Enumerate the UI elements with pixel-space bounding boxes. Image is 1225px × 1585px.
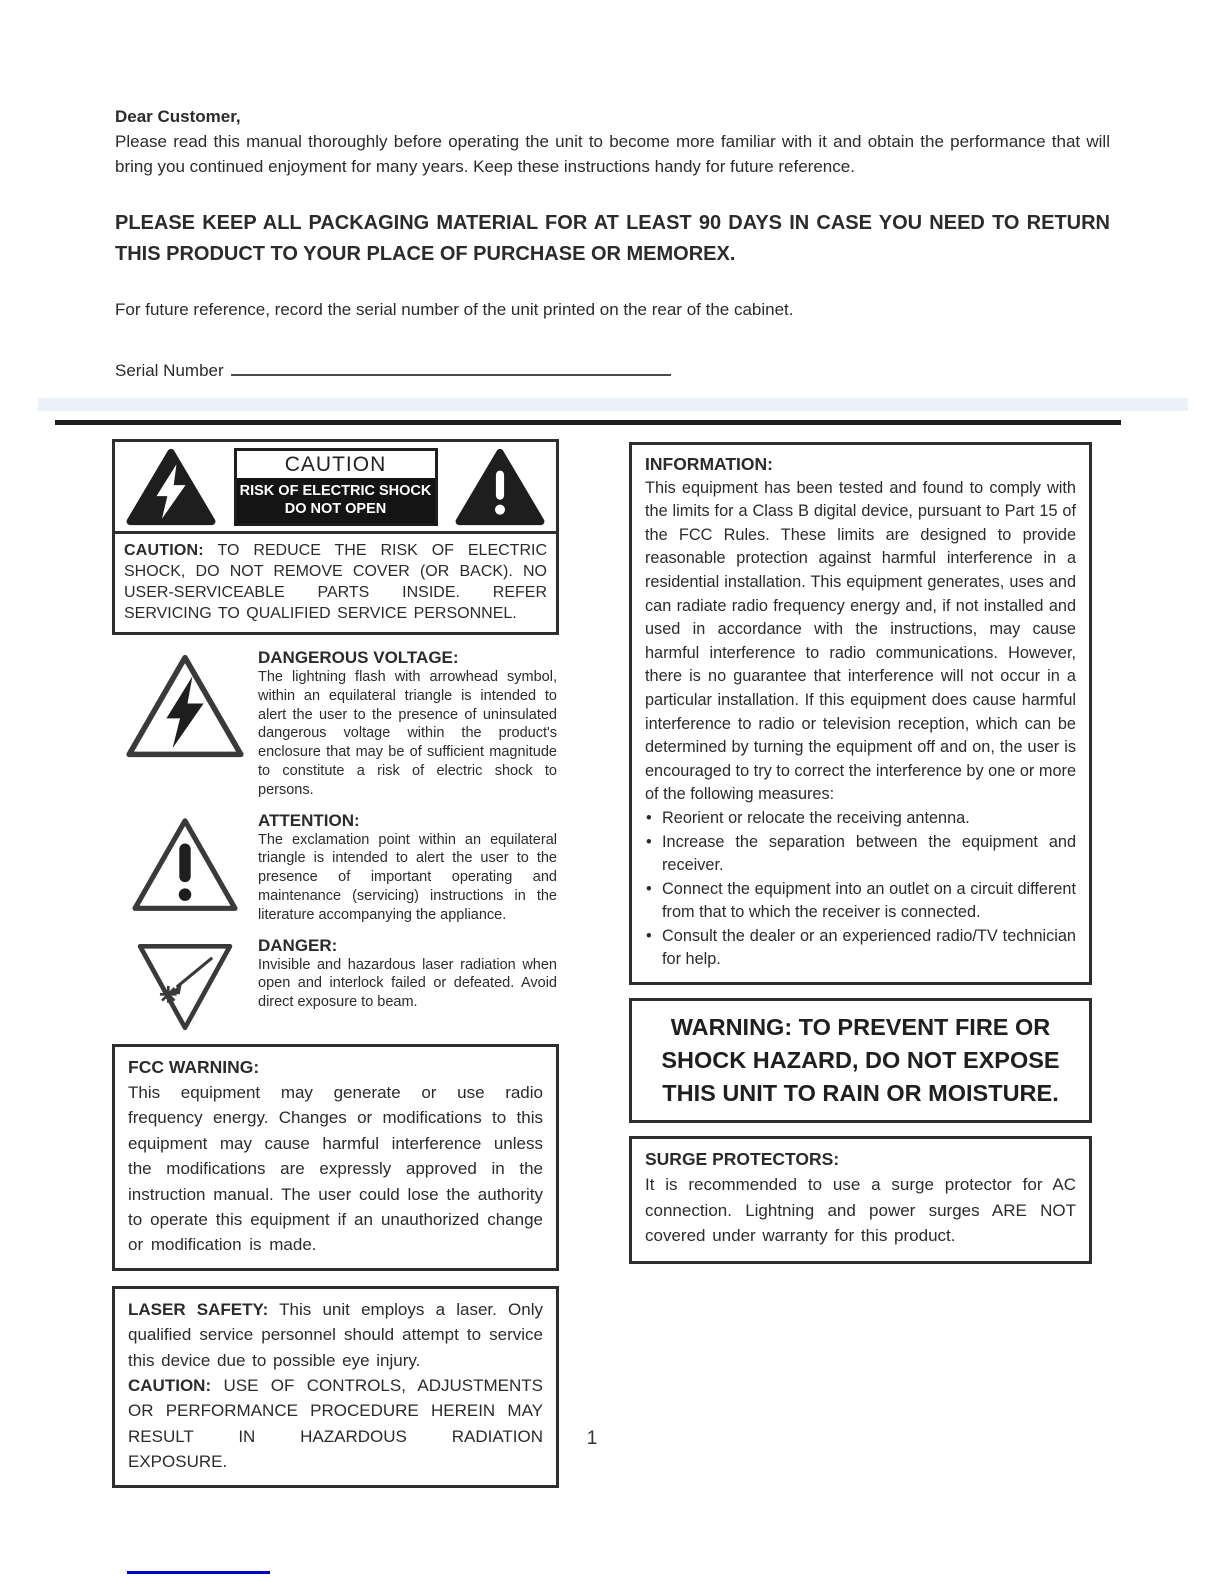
- information-heading: INFORMATION:: [645, 454, 773, 474]
- notice-heading: DANGER:: [258, 935, 338, 955]
- lightning-bolt-filled-triangle-icon: [124, 448, 218, 526]
- info-bullet-outlet: • Connect the equipment into an outlet on a circuit different from that to which the receiver is connected.: [645, 878, 1076, 925]
- info-bullet-dealer: • Consult the dealer or an experienced radio/TV technician for help.: [645, 925, 1076, 972]
- notice-body: The exclamation point within an equilateral triangle is intended to alert the user to the presence of important operating and maintenance (servicing) instructions in the literature accompanying the appliance.: [258, 831, 557, 923]
- risk-label-line2: DO NOT OPEN: [284, 501, 387, 517]
- intro-section: [115, 104, 1110, 383]
- surge-protectors-box: [629, 1136, 1092, 1264]
- surge-heading: SURGE PROTECTORS:: [645, 1149, 840, 1170]
- laser-caution-body: USE OF CONTROLS, ADJUSTMENTS OR PERFORMANCE PROCEDURE HEREIN MAY RESULT IN HAZARDOUS RADIATION EXPOSURE.: [128, 1376, 543, 1472]
- caution-statement: [115, 531, 556, 632]
- page-number: 1: [586, 1428, 598, 1449]
- notice-text: [258, 811, 559, 925]
- footer-blue-line: [127, 1571, 270, 1574]
- laser-safety-box: [112, 1286, 559, 1488]
- caution-panel-header: [115, 442, 556, 531]
- left-column: [112, 439, 559, 1488]
- fcc-warning-box: [112, 1044, 559, 1271]
- notice-danger-laser: [112, 936, 559, 1033]
- caution-statement-lead: CAUTION:: [124, 542, 204, 559]
- notice-list: [112, 648, 559, 1033]
- serial-label: Serial Number: [115, 361, 224, 380]
- notice-text: [258, 936, 559, 1033]
- laser-beam-inverted-triangle-icon: [112, 936, 258, 1033]
- notice-heading: DANGEROUS VOLTAGE:: [258, 648, 459, 667]
- risk-label: [237, 478, 435, 523]
- info-bullet-reorient: • Reorient or relocate the receiving antenna.: [645, 807, 1076, 831]
- laser-caution-lead: CAUTION:: [128, 1376, 212, 1396]
- information-box: [629, 442, 1092, 985]
- laser-caution-paragraph: [128, 1373, 543, 1475]
- right-column: [629, 442, 1092, 1264]
- notice-text: [258, 648, 559, 800]
- exclamation-outline-triangle-icon: [112, 811, 258, 925]
- caution-statement-body: TO REDUCE THE RISK OF ELECTRIC SHOCK, DO NOT REMOVE COVER (OR BACK). NO USER-SERVICEABLE PARTS INSIDE. REFER SERVICING TO QUALIFIED SERVICE PERSONNEL.: [124, 542, 547, 622]
- scan-tint-band: [38, 398, 1188, 411]
- serial-row: [115, 358, 1110, 383]
- fcc-warning-body: This equipment may generate or use radio frequency energy. Changes or modifications to this equipment may cause harmful interference unless the modifications are expressly approved in the instruction manual. The user could lose the authority to operate this equipment if an unauthorized change or modification is made.: [128, 1082, 543, 1255]
- salutation: Dear Customer,: [115, 107, 241, 126]
- packaging-notice: PLEASE KEEP ALL PACKAGING MATERIAL FOR AT LEAST 90 DAYS IN CASE YOU NEED TO RETURN THIS PRODUCT TO YOUR PLACE OF PURCHASE OR MEMOREX.: [115, 212, 1110, 265]
- notice-body: The lightning flash with arrowhead symbol, within an equilateral triangle is intended to alert the user to the presence of uninsulated dangerous voltage within the product's enclosure that may be of sufficient magnitude to constitute a risk of electric shock to persons.: [258, 669, 557, 798]
- lightning-bolt-outline-triangle-icon: [112, 648, 258, 800]
- serial-instruction: For future reference, record the serial number of the unit printed on the rear of the cabinet.: [115, 300, 794, 319]
- caution-title: CAUTION: [237, 451, 435, 478]
- exclamation-filled-triangle-icon: [453, 448, 547, 526]
- notice-heading: ATTENTION:: [258, 810, 360, 830]
- info-bullet-separation: • Increase the separation between the equipment and receiver.: [645, 831, 1076, 878]
- fcc-warning-heading: FCC WARNING:: [128, 1056, 260, 1077]
- laser-safety-body: This unit employs a laser. Only qualified service personnel should attempt to service this device due to possible eye injury.: [128, 1299, 543, 1370]
- rain-moisture-warning-box: WARNING: TO PREVENT FIRE OR SHOCK HAZARD, DO NOT EXPOSE THIS UNIT TO RAIN OR MOISTURE.: [629, 998, 1092, 1123]
- laser-safety-paragraph: [128, 1297, 543, 1373]
- surge-body: It is recommended to use a surge protector for AC connection. Lightning and power surges ARE NOT covered under warranty for this product.: [645, 1175, 1076, 1246]
- divider-rule: [55, 420, 1121, 425]
- serial-blank-line: [231, 360, 671, 376]
- intro-paragraph: Please read this manual thoroughly before operating the unit to become more familiar with it and obtain the performance that will bring you continued enjoyment for many years. Keep these instructions handy for future reference.: [115, 132, 1110, 176]
- information-body: This equipment has been tested and found to comply with the limits for a Class B digital device, pursuant to Part 15 of the FCC Rules. These limits are designed to provide reasonable protection against harmful interference in a residential installation. This equipment generates, uses and can radiate radio frequency energy and, if not installed and used in accordance with the instructions, may cause harmful interference to radio communications. However, there is no guarantee that interference will not occur in a particular installation. If this equipment does cause harmful interference to radio or television reception, which can be determined by turning the equipment off and on, the user is encouraged to try to correct the interference by one or more of the following measures:: [645, 478, 1076, 804]
- notice-dangerous-voltage: [112, 648, 559, 800]
- notice-body: Invisible and hazardous laser radiation when open and interlock failed or defeated. Avoid direct exposure to beam.: [258, 956, 557, 1011]
- caution-panel: [112, 439, 559, 635]
- risk-label-line1: RISK OF ELECTRIC SHOCK: [239, 483, 432, 499]
- laser-safety-lead: LASER SAFETY:: [128, 1299, 269, 1319]
- notice-attention: [112, 811, 559, 925]
- caution-label-stack: [234, 448, 438, 526]
